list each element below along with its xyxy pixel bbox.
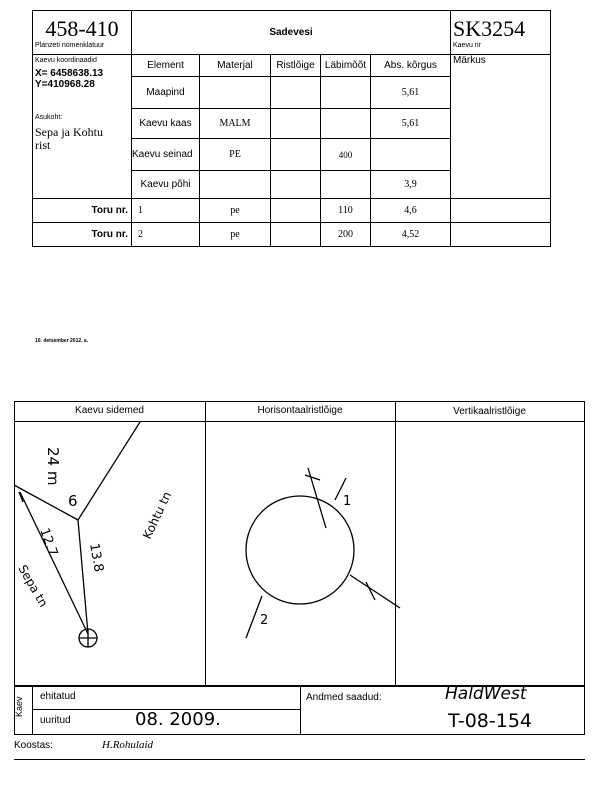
col-materjal: Materjal: [200, 55, 271, 77]
label-pipe-2: 2: [260, 613, 269, 628]
pipe-2-line: [350, 575, 400, 608]
nomenclature-value: 458-410: [45, 15, 119, 41]
label-6: 6: [68, 492, 78, 510]
pipe-abs: 4,52: [371, 223, 451, 247]
col-abs: Abs. kõrgus: [371, 55, 451, 77]
street-line-right: [78, 422, 140, 520]
diagram-header-horizontal: Horisontaalristlõige: [257, 405, 343, 416]
col-labimoot: Läbimõõt: [321, 55, 371, 77]
well-no-value: SK3254: [453, 15, 526, 41]
row-abs: 5,61: [371, 77, 451, 109]
label-sepa: Sepa tn: [15, 562, 51, 610]
label-24m: 24 m: [44, 447, 62, 486]
row-element: Maapind: [132, 77, 200, 109]
well-circle: [246, 496, 354, 604]
row-abs: 5,61: [371, 109, 451, 139]
coord-x: X= 6458638.13: [35, 68, 104, 79]
pipe-label: Toru nr.: [33, 223, 132, 247]
row-materjal: PE: [200, 139, 271, 171]
updated-value: 08. 2009.: [135, 709, 221, 730]
label-kohtu: Kohtu tn: [140, 489, 175, 542]
pipe-labimoot: 110: [321, 199, 371, 223]
row-labimoot: 400: [321, 139, 371, 171]
pipe-materjal: pe: [200, 199, 271, 223]
data-source-label: Andmed saadud:: [306, 692, 382, 703]
location-value: Sepa ja Kohtu rist: [35, 125, 103, 152]
pipe-nr: 2: [132, 223, 200, 247]
diagram-header-connections: Kaevu sidemed: [75, 405, 144, 416]
diagram-header-vertical: Vertikaalristlõige: [453, 406, 526, 417]
label-12-7: 12.7: [36, 526, 61, 559]
row-element: Kaevu kaas: [132, 109, 200, 139]
nomenclature-label: Planzeti nomenklatuur: [35, 41, 105, 49]
pipe-nr: 1: [132, 199, 200, 223]
data-source-value: HaldWest: [445, 684, 527, 704]
col-markus: Märkus: [451, 55, 551, 199]
coord-y: Y=410968.28: [35, 79, 95, 90]
page-title: Sadevesi: [132, 11, 451, 55]
pipe-1-cross: [305, 475, 320, 480]
well-no-label: Kaevu nr: [453, 41, 482, 49]
pipe-labimoot: 200: [321, 223, 371, 247]
location-label: Asukoht:: [35, 114, 63, 121]
coords-label: Kaevu koordinaadid: [35, 57, 97, 64]
pipe-label: Toru nr.: [33, 199, 132, 223]
compiled-label: Koostas:: [14, 740, 53, 751]
hand-labels: [15, 447, 351, 628]
built-label: ehitatud: [40, 691, 76, 702]
label-pipe-1: 1: [343, 494, 352, 509]
pipe-line-left: [20, 492, 88, 634]
footer-mid-divider: [300, 685, 301, 734]
label-13-8: 13.8: [86, 542, 106, 574]
col-ristloige: Ristlõige: [271, 55, 321, 77]
connections-sketch: [14, 422, 140, 647]
row-element: Kaevu põhi: [132, 171, 200, 199]
compiled-value: H.Rohulaid: [102, 739, 154, 751]
pipe-materjal: pe: [200, 223, 271, 247]
col-element: Element: [132, 55, 200, 77]
bottom-rule: [14, 759, 585, 760]
footer-side-label: Kaev: [14, 696, 24, 717]
updated-label: uuritud: [40, 715, 71, 726]
horizontal-section-sketch: [246, 468, 400, 638]
row-abs: 3,9: [371, 171, 451, 199]
row-materjal: MALM: [200, 109, 271, 139]
date-note: 10. detsember 2012. a.: [35, 338, 89, 344]
row-element: Kaevu seinad: [132, 139, 200, 171]
pipe-abs: 4,6: [371, 199, 451, 223]
data-source-ref: T-08-154: [448, 710, 533, 732]
